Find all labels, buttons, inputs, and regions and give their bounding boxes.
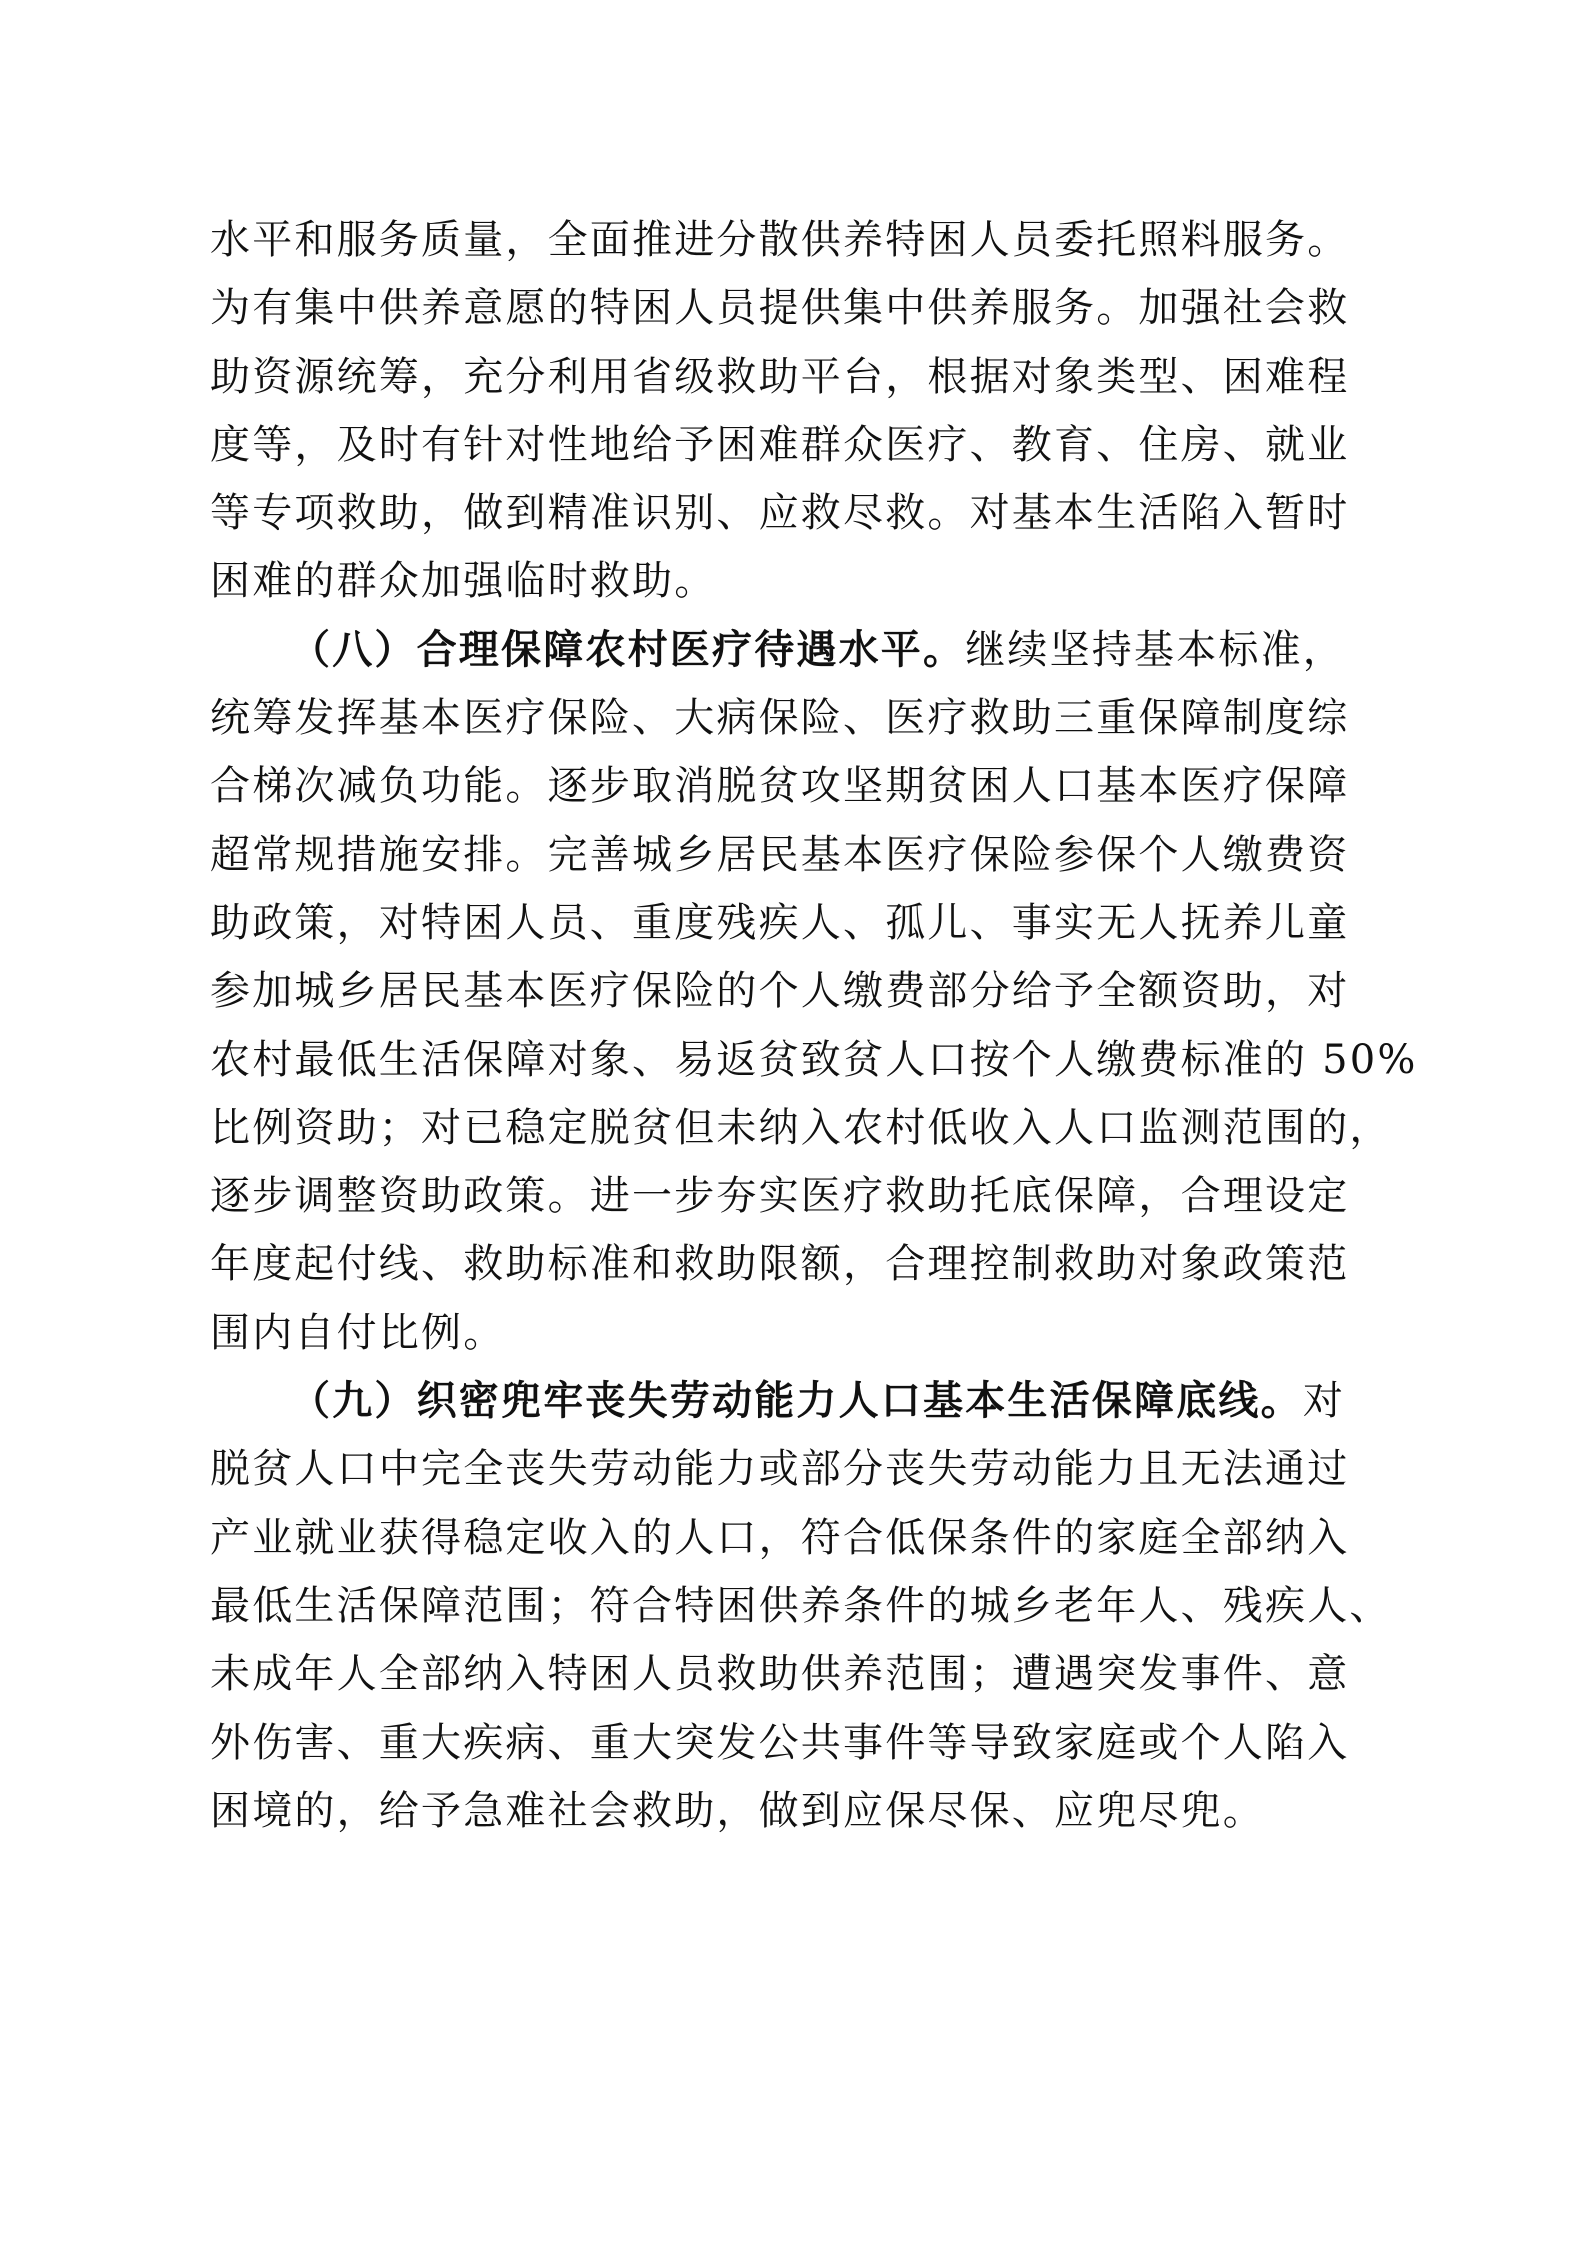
text-line: 水平和服务质量，全面推进分散供养特困人员委托照料服务。 — [210, 217, 1350, 263]
text-run: 对 — [1302, 1378, 1346, 1425]
text-line: 助资源统筹，充分利用省级救助平台，根据对象类型、困难程 — [210, 353, 1350, 400]
section-heading-8: （八）合理保障农村医疗待遇水平。 — [290, 625, 966, 673]
document-page — [210, 206, 1418, 1845]
text-line: 比例资助；对已稳定脱贫但未纳入农村低收入人口监测范围的， — [210, 1104, 1392, 1151]
text-line: 围内自付比例。 — [210, 1309, 506, 1356]
text-line: 逐步调整资助政策。进一步夯实医疗救助托底保障，合理设定 — [210, 1173, 1350, 1220]
text-line: 最低生活保障范围；符合特困供养条件的城乡老年人、残疾人、 — [210, 1582, 1392, 1629]
text-line: 超常规措施安排。完善城乡居民基本医疗保险参保个人缴费资 — [210, 831, 1350, 878]
text-line: 未成年人全部纳入特困人员救助供养范围；遭遇突发事件、意 — [210, 1651, 1350, 1698]
text-line: 困难的群众加强临时救助。 — [210, 558, 717, 605]
paragraph-social-assistance — [210, 206, 1376, 616]
text-line: 参加城乡居民基本医疗保险的个人缴费部分给予全额资助，对 — [210, 968, 1350, 1015]
paragraph-basic-living-security — [210, 1367, 1392, 1845]
text-line: 农村最低生活保障对象、易返贫致贫人口按个人缴费标准的 50% — [210, 1036, 1418, 1083]
text-line: 年度起付线、救助标准和救助限额，合理控制救助对象政策范 — [210, 1241, 1350, 1288]
text-line: 为有集中供养意愿的特困人员提供集中供养服务。加强社会救 — [210, 285, 1350, 332]
text-line: 助政策，对特困人员、重度残疾人、孤儿、事实无人抚养儿童 — [210, 899, 1350, 946]
text-line-first — [210, 616, 1376, 684]
text-line: 统筹发挥基本医疗保险、大病保险、医疗救助三重保障制度综 — [210, 695, 1350, 742]
text-line: 脱贫人口中完全丧失劳动能力或部分丧失劳动能力且无法通过 — [210, 1446, 1350, 1493]
text-line: 合梯次减负功能。逐步取消脱贫攻坚期贫困人口基本医疗保障 — [210, 763, 1350, 810]
text-line: 外伤害、重大疾病、重大突发公共事件等导致家庭或个人陷入 — [210, 1719, 1350, 1766]
text-line: 度等，及时有针对性地给予困难群众医疗、教育、住房、就业 — [210, 421, 1350, 468]
paragraph-medical-treatment — [210, 616, 1418, 1367]
text-line: 等专项救助，做到精准识别、应救尽救。对基本生活陷入暂时 — [210, 490, 1350, 537]
text-line-first — [210, 1367, 1376, 1435]
text-line: 产业就业获得稳定收入的人口，符合低保条件的家庭全部纳入 — [210, 1514, 1350, 1561]
section-heading-9: （九）织密兜牢丧失劳动能力人口基本生活保障底线。 — [290, 1377, 1303, 1425]
text-run: 继续坚持基本标准， — [965, 626, 1346, 673]
text-line: 困境的，给予急难社会救助，做到应保尽保、应兜尽兜。 — [210, 1787, 1265, 1834]
